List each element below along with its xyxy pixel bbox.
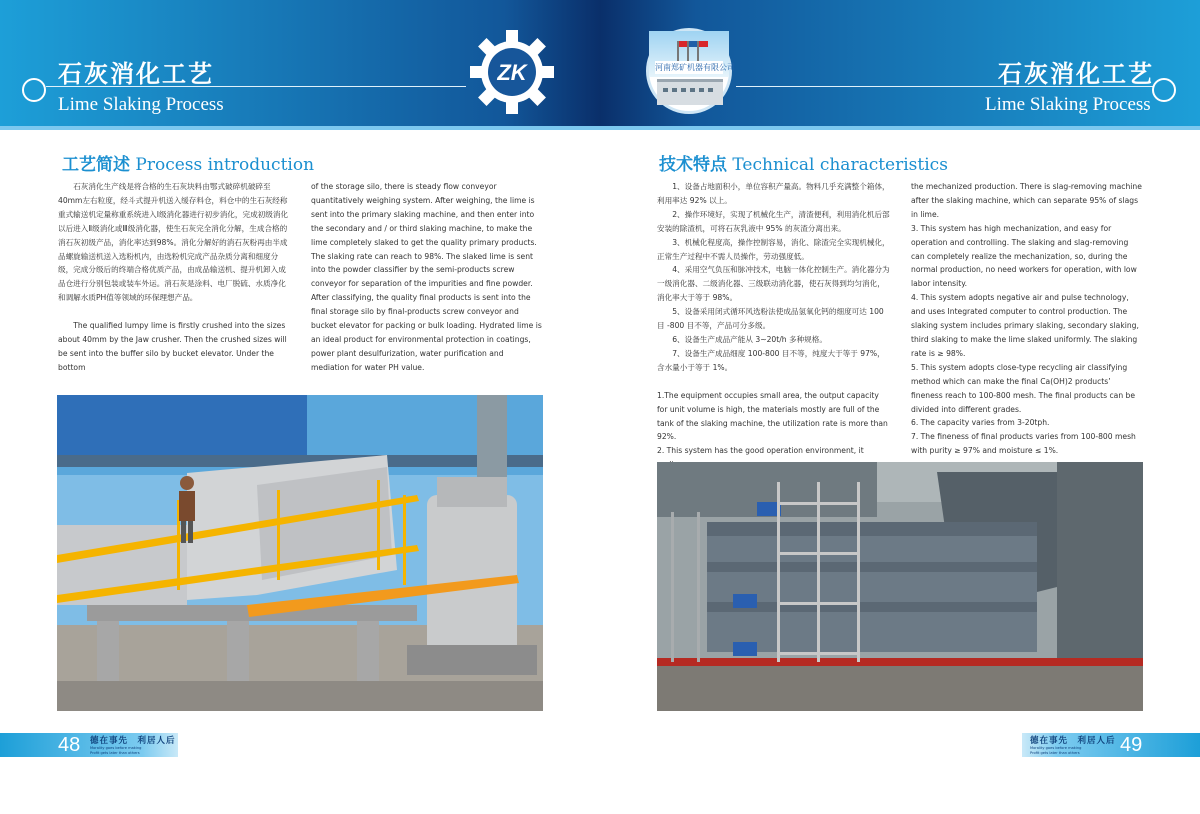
section-title-process xyxy=(62,150,314,175)
photo-slaking-machines xyxy=(657,462,1143,711)
flag-2 xyxy=(687,41,689,61)
zk-logo-text: ZK xyxy=(497,60,527,85)
header-circle-left xyxy=(22,78,46,102)
page-number-right: 49 xyxy=(1120,734,1143,756)
tech-en-item-2a: 2. This system has the good operation environment, it xyxy=(657,446,864,456)
zk-gear-logo xyxy=(468,28,556,116)
tech-cn-item-2: 2、操作环境好，实现了机械化生产，清渣便利，利用消化机后部安装的除渣机，可将石灰乳液中 95% 的灰渣分离出来。 xyxy=(657,209,890,233)
section-title-technical xyxy=(659,150,948,175)
process-column-1 xyxy=(58,180,291,375)
company-photo-badge xyxy=(646,28,735,114)
slogan-en2-left: Profit gets later than others xyxy=(90,750,140,755)
process-column-2 xyxy=(311,180,544,375)
header-circle-right xyxy=(1152,78,1176,102)
section-title-process-en: Process introduction xyxy=(135,155,315,175)
footer-slogan-left xyxy=(90,736,178,755)
process-text-en-2: of the storage silo, there is steady flow conveyor quantitatively weighing system. After weighing, the lime is sent into the primary slaking machine, and then enter into the secondary and / or third slaking machine, to make the lime completely slaked to get the quality primary products. The slaking rate can reach to 98%. The slaked lime is sent into the powder classifier by the semi-products screw conveyor for separation of the impurities and fine powder. After classifying, the quality final products is sent into the final storage silo by final-products screw conveyor and bucket elevator for packing or bulk loading. Hydrated lime is an ideal product for environmental protection in coatings, power plant desulfurization, water purification and mediation for water PH value. xyxy=(311,182,542,372)
tech-en-item-1: 1.The equipment occupies small area, the output capacity for unit volume is high, the materials mostly are full of the tank of the slaking machine, the utilization rate is more than 92%. xyxy=(657,390,888,442)
flag-3 xyxy=(697,41,699,61)
technical-column-2 xyxy=(911,180,1144,458)
tech-en-item-6: 6. The capacity varies from 3-20tph. xyxy=(911,418,1050,428)
photo-slaking-line xyxy=(57,395,543,711)
tech-cn-item-1: 1、设备占地面积小，单位容积产量高。物料几乎充满整个箱体，利用率达 92% 以上。 xyxy=(657,182,890,205)
slogan-cn-right: 德在事先 利居人后 xyxy=(1030,736,1116,746)
section-title-technical-en: Technical characteristics xyxy=(732,155,948,175)
header-title-en-right: Lime Slaking Process xyxy=(985,94,1151,115)
company-sign: 河南郑矿机器有限公司 xyxy=(655,63,735,72)
page-number-left: 48 xyxy=(58,734,81,756)
process-text-en-1: The qualified lumpy lime is firstly crushed into the sizes about 40mm by the Jaw crusher. Then the crushed sizes will be sent into the buffer silo by bucket elevator. Under the bottom xyxy=(58,321,287,372)
slogan-en2-right: Profit gets later than others xyxy=(1030,750,1080,755)
tech-cn-item-5: 5、设备采用闭式循环风选粉法使成品氢氧化钙的细度可达 100 目 -800 目不等，产品可分多级。 xyxy=(657,307,884,331)
tech-cn-item-6: 6、设备生产成品产能从 3~20t/h 多种规格。 xyxy=(672,334,827,344)
tech-en-item-4: 4. This system adopts negative air and pulse technology, and uses Integrated computer to control production. The slaking system includes primary slaking, secondary slaking, third slaking to make the lime slaked uniformly. The slaking rate is ≥ 98%. xyxy=(911,293,1139,358)
slogan-en1-right: Morality goes before making xyxy=(1030,746,1082,750)
slogan-cn-left: 德在事先 利居人后 xyxy=(90,736,176,746)
tech-en-item-2b: the mechanized production. There is slag-removing machine after the slaking machine, which can separate 95% of slags in lime. xyxy=(911,182,1142,219)
section-title-technical-cn: 技术特点 xyxy=(659,155,727,175)
tech-cn-item-7: 7、设备生产成品细度 100-800 目不等，纯度大于等于 97%，含水量小于等于 1%。 xyxy=(657,348,885,372)
header-title-cn-left: 石灰消化工艺 xyxy=(58,59,214,88)
slogan-en1-left: Morality goes before making xyxy=(90,746,142,750)
tech-en-item-7: 7. The fineness of final products varies from 100-800 mesh with purity ≥ 97% and moisture ≤ 1%. xyxy=(911,432,1136,456)
technical-column-1 xyxy=(657,180,890,472)
tech-en-item-5: 5. This system adopts close-type recycling air classifying method which can make the final Ca(OH)2 products’ fineness reach to 100-800 mesh. The final products can be divided into different grades. xyxy=(911,362,1136,414)
header-title-cn-right: 石灰消化工艺 xyxy=(998,59,1154,88)
flag-1 xyxy=(677,41,679,61)
tech-cn-item-4: 4、采用空气负压和脉冲技术，电脑一体化控制生产。消化器分为一级消化器、二级消化器、三级联动消化器，使石灰得到均匀消化，消化率大于等于 98%。 xyxy=(657,265,890,303)
header-title-en-left: Lime Slaking Process xyxy=(58,94,224,115)
process-text-cn: 石灰消化生产线是将合格的生石灰块料由鄂式破碎机破碎至40mm左右粒度，经斗式提升机送入缓存料仓，料仓中的生石灰经称重式输送机定量称重系统进入Ⅰ级消化器进行初步消化，完成初级消化以后进入Ⅱ级消化或Ⅲ级消化器，使生石灰完全消化分解，生成合格的消石灰初级产品，消化率达到98%。消化分解好的消石灰粉再由半成品螺旋输送机送入选粉机内，由选粉机完成产品杂质分离和细度分级，完成分级后的终端合格优质产品，由成品输送机、提升机卸入成品仓进行分别包装或装车外运。消石灰是涂料、电厂脱硫、水质净化和调解水质PH值等领域的环保理想产品。 xyxy=(58,182,289,303)
company-building xyxy=(657,79,723,105)
section-title-process-cn: 工艺简述 xyxy=(62,155,130,175)
tech-en-item-3: 3. This system has high mechanization, and easy for operation and controlling. The slaking and slag-removing can completely realize the mechanization, so, during the normal production, no need workers for operation, with low labor intensity. xyxy=(911,223,1137,289)
footer-slogan-right xyxy=(1030,736,1118,755)
page-header xyxy=(0,0,1200,130)
tech-cn-item-3: 3、机械化程度高，操作控制容易，消化、除渣完全实现机械化，正常生产过程中不需人员操作，劳动强度低。 xyxy=(657,237,890,261)
